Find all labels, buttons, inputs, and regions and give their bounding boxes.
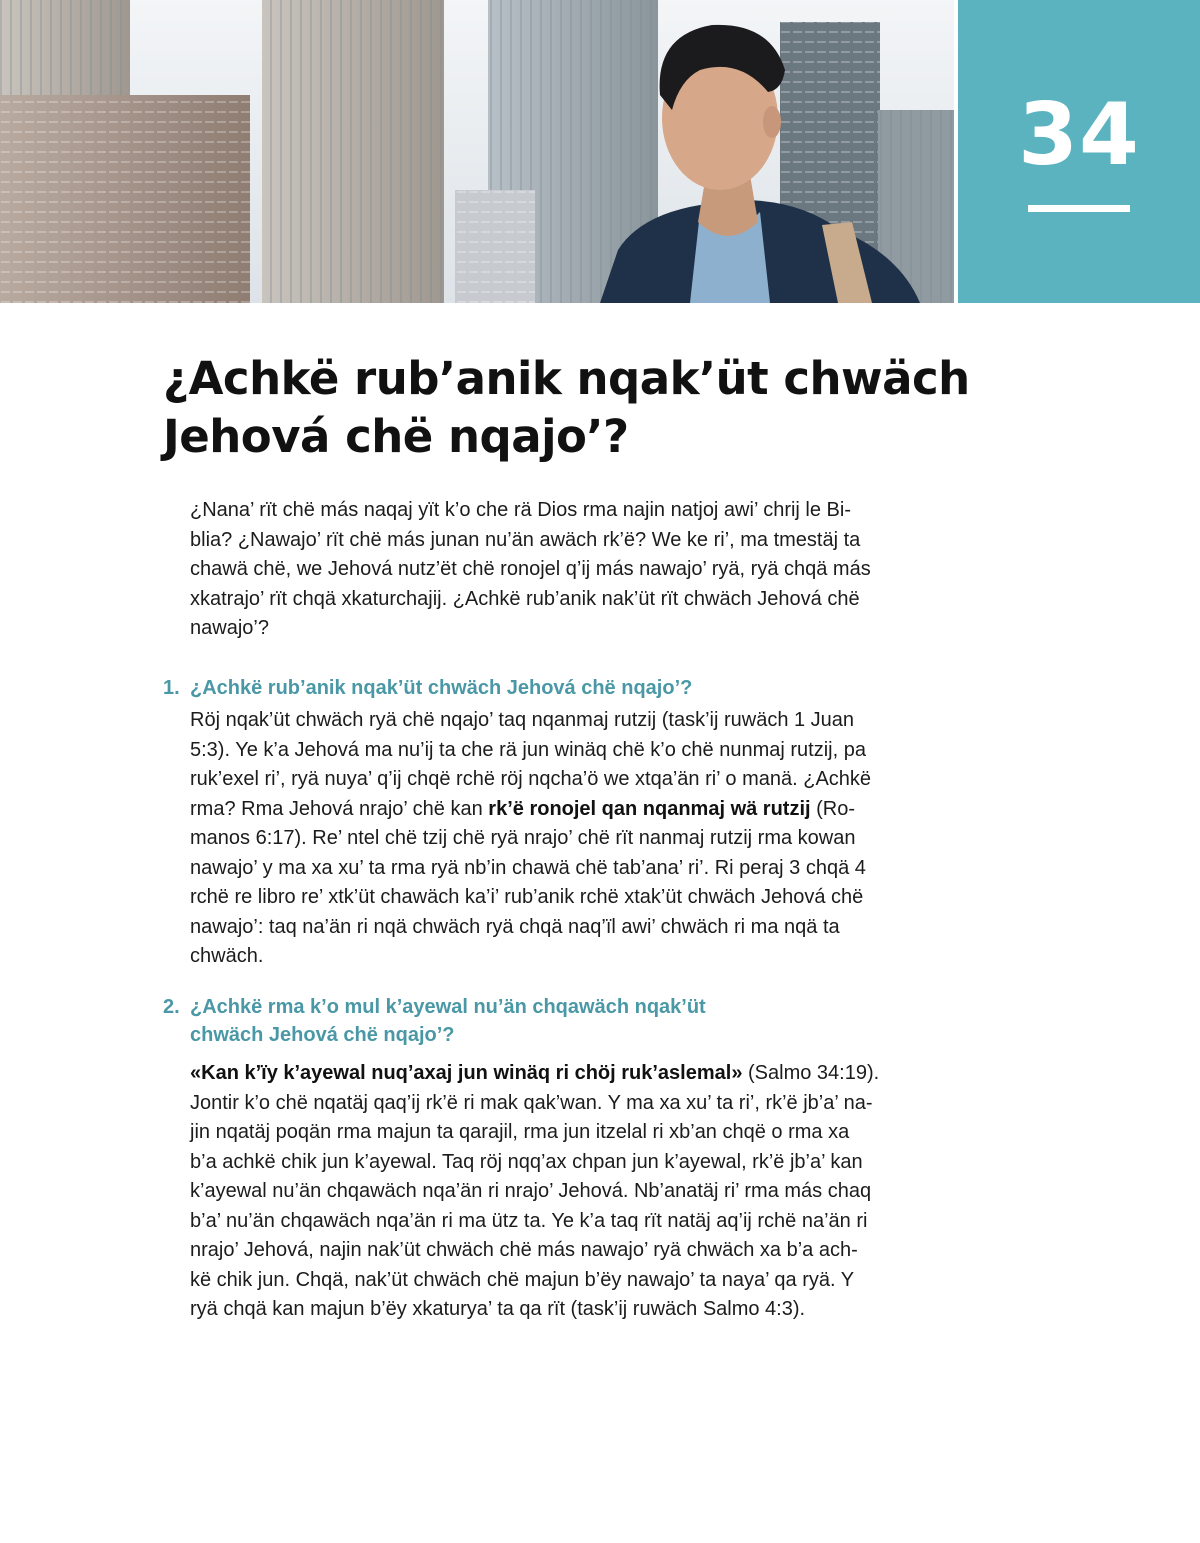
chapter-underline [1028, 205, 1130, 212]
answer-line-with-bold [190, 795, 952, 825]
answer-line-with-quote [190, 1059, 952, 1089]
answer-text: rma? Rma Jehová nrajo’ chë kan [190, 797, 489, 820]
intro-line: ¿Nana’ rït chë más naqaj yït k’o che rä Dios rma najin natjoj awi’ chrij le Bi- [190, 499, 851, 521]
answer-line: b’a achkë chik jun k’ayewal. Taq röj nqq’ax chpan jun k’ayewal, rk’ë jb’a’ kan [190, 1150, 863, 1173]
answer-line: ryä chqä kan majun b’ëy xkaturya’ ta qa rït (task’ij ruwäch Salmo 4:3). [190, 1298, 806, 1320]
page-title-line-2: Jehová chë nqajo’? [163, 410, 629, 463]
answer-line: nawajo’: taq na’än ri nqä chwäch ryä chqä naq’ïl awi’ chwäch ri ma nqä ta [190, 915, 840, 938]
question-2-heading [163, 993, 963, 1049]
intro-paragraph [190, 496, 952, 644]
answer-line: Röj nqak’üt chwäch ryä chë nqajo’ taq nqanmaj rutzij (task’ij ruwäch 1 Juan [190, 709, 855, 731]
question-text: ¿Achkë rub’anik nqak’üt chwäch Jehová chë nqajo’? [190, 677, 693, 699]
intro-line: blia? ¿Nawajo’ rït chë más junan nu’än awäch rk’ë? We ke ri’, ma tmestäj ta [190, 528, 861, 551]
answer-line: k’ayewal nu’än chqawäch nqa’än ri nrajo’ Jehová. Nb’anatäj ri’ rma más chaq [190, 1180, 872, 1202]
answer-line: rchë re libro re’ xtk’üt chawäch ka’i’ rub’anik rchë xtak’üt chwäch Jehová chë [190, 886, 864, 908]
question-number: 2. [163, 996, 180, 1018]
page-title [163, 350, 1023, 466]
answer-2-paragraph [190, 1059, 952, 1325]
answer-line: nrajo’ Jehová, najin nak’üt chwäch chë más nawajo’ ryä chwäch xa b’a ach- [190, 1239, 858, 1261]
question-text-line-2: chwäch Jehová chë nqajo’? [190, 1024, 455, 1046]
intro-line: xkatrajo’ rït chqä xkaturchajij. ¿Achkë rub’anik nak’üt rït chwäch Jehová chë [190, 587, 860, 610]
question-number: 1. [163, 677, 180, 699]
answer-line: kë chik jun. Chqä, nak’üt chwäch chë majun b’ëy nawajo’ ta naya’ qa ryä. Y [190, 1268, 855, 1291]
scripture-quote: «Kan k’ïy k’ayewal nuq’axaj jun winäq ri chöj ruk’aslemal» [190, 1062, 743, 1084]
answer-line: nawajo’ y ma xa xu’ ta rma ryä nb’in chawä chë tab’ana’ ri’. Ri peraj 3 chqä 4 [190, 856, 866, 879]
answer-line: ruk’exel ri’, ryä nuya’ q’ij chqë rchë röj nqcha’ö we xtqa’än ri’ o manä. ¿Achkë [190, 768, 872, 790]
city-skyline-illustration [0, 0, 954, 303]
scripture-reference: (Salmo 34:19). [742, 1062, 880, 1084]
intro-line: nawajo’? [190, 617, 269, 639]
answer-1-paragraph [190, 706, 952, 972]
answer-line: Jontir k’o chë nqatäj qaq’ij rk’ë ri mak qak’wan. Y ma xa xu’ ta ri’, rk’ë jb’a’ na- [190, 1091, 873, 1114]
question-text: ¿Achkë rma k’o mul k’ayewal nu’än chqawäch nqak’üt [190, 996, 706, 1018]
answer-line: chwäch. [190, 945, 264, 967]
answer-line: 5:3). Ye k’a Jehová ma nu’ij ta che rä jun winäq chë k’o chë nunmaj rutzij, pa [190, 738, 866, 761]
answer-line: b’a’ nu’än chqawäch nqa’än ri ma ütz ta. Ye k’a taq rït natäj aq’ij rchë na’än ri [190, 1209, 868, 1232]
emphasized-text: rk’ë ronojel qan nqanmaj wä rutzij [488, 797, 811, 820]
answer-line: manos 6:17). Re’ ntel chë tzij chë ryä nrajo’ chë rït nanmaj rutzij rma kowan [190, 827, 856, 849]
chapter-number-box [958, 0, 1200, 303]
hero-photo [0, 0, 954, 303]
intro-line: chawä chë, we Jehová nutz’ët chë ronojel q’ij más nawajo’ ryä, ryä chqä más [190, 558, 871, 580]
question-1-heading [163, 674, 963, 702]
page-title-line-1: ¿Achkë rub’anik nqak’üt chwäch [163, 352, 970, 405]
answer-text: (Ro- [810, 797, 856, 820]
answer-line: jin nqatäj poqän rma majun ta qarajil, rma jun itzelal ri xb’an chqë o rma xa [190, 1121, 850, 1143]
chapter-number: 34 [1018, 85, 1140, 185]
